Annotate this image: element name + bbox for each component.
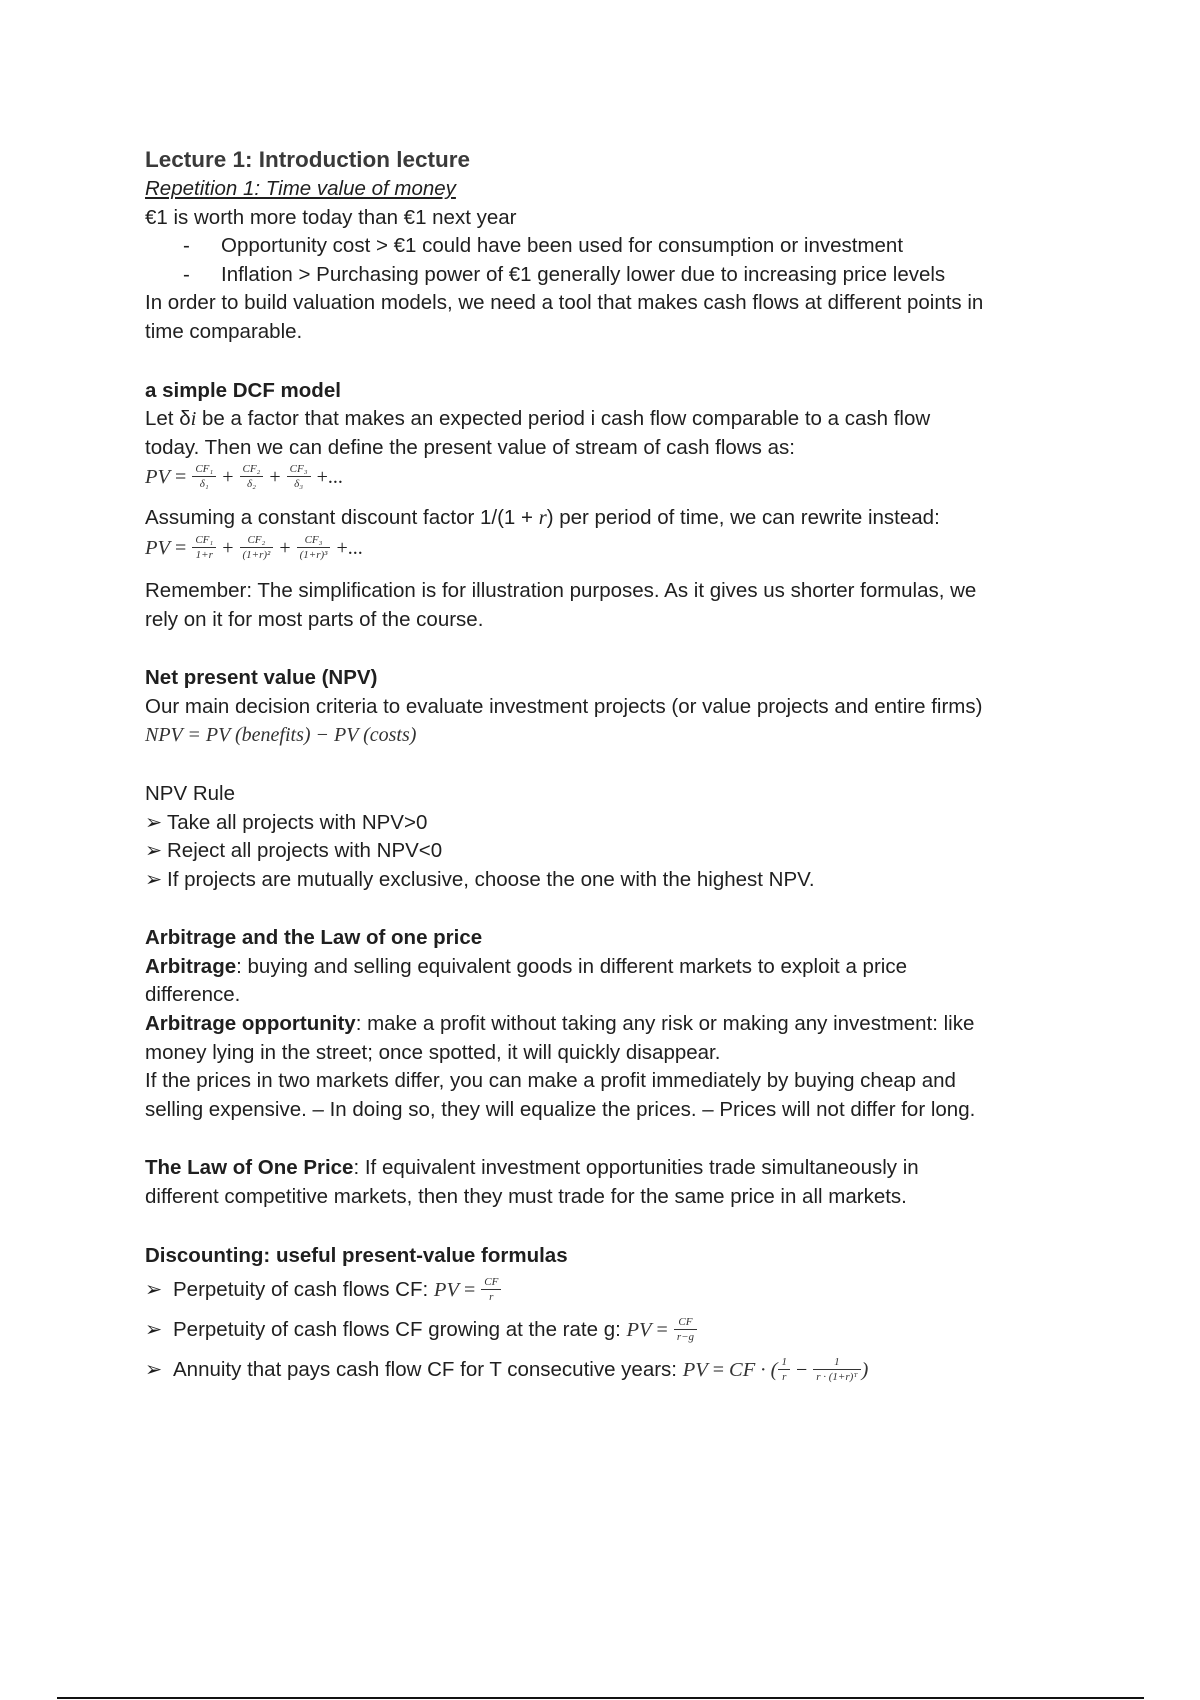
- section-heading: Discounting: useful present-value formulas: [145, 1243, 568, 1267]
- section-heading: Net present value (NPV): [145, 666, 378, 690]
- fraction: $\frac{CF}{r-g}$: [674, 1315, 697, 1345]
- paragraph: Arbitrage: buying and selling equivalent goods in different markets to exploit a price: [145, 954, 907, 978]
- arrow-bullet-icon: ➢: [145, 867, 163, 891]
- arrow-bullet-icon: ➢: [145, 839, 163, 863]
- arrow-bullet-icon: ➢: [145, 810, 163, 834]
- paragraph: Assuming a constant discount factor 1/(1 + r) per period of time, we can rewrite instead:: [145, 506, 940, 530]
- paragraph: today. Then we can define the present value of stream of cash flows as:: [145, 435, 795, 459]
- fraction: $\frac{\text{CF₂}}{\text{δ₂}}$: [240, 462, 264, 492]
- fraction: $\frac{CF}{r}$: [481, 1275, 501, 1305]
- list-item: ➢ Annuity that pays cash flow CF for T consecutive years: PV = CF · ( $\frac{1}{r}$ − $\frac{1}{\text{r · (1+r)ᵀ}}$ ): [145, 1350, 1065, 1390]
- arrow-bullet-icon: ➢: [145, 1358, 163, 1382]
- paragraph: selling expensive. – In doing so, they will equalize the prices. – Prices will not differ for long.: [145, 1097, 976, 1121]
- list-item: ➢ Perpetuity of cash flows CF growing at the rate g: PV = $\frac{CF}{r-g}$: [145, 1310, 1065, 1350]
- section-subtitle: Repetition 1: Time value of money: [145, 177, 456, 200]
- fraction: $\frac{\text{CF₁}}{\text{δ₁}}$: [192, 462, 216, 492]
- equation-pv-delta: PV = $\frac{\text{CF₁}}{\text{δ₁}}$ + $\frac{\text{CF₂}}{\text{δ₂}}$ + $\frac{\text{CF₃}}{\text{δ₃}}$ +...: [145, 463, 343, 491]
- list-item: ➢ Reject all projects with NPV<0: [145, 837, 1065, 866]
- list-item: - Opportunity cost > €1 could have been used for consumption or investment: [145, 232, 1065, 261]
- paragraph: difference.: [145, 983, 241, 1007]
- section-heading: Arbitrage and the Law of one price: [145, 926, 483, 950]
- arrow-bullet-icon: ➢: [145, 1278, 163, 1302]
- fraction: $\frac{\text{CF₃}}{\text{(1+r)³}}$: [297, 533, 331, 563]
- paragraph: money lying in the street; once spotted, it will quickly disappear.: [145, 1040, 721, 1064]
- paragraph: Our main decision criteria to evaluate investment projects (or value projects and entire firms): [145, 694, 983, 718]
- paragraph: The Law of One Price: If equivalent investment opportunities trade simultaneously in: [145, 1156, 919, 1180]
- paragraph: time comparable.: [145, 319, 303, 343]
- equation-pv-discount: PV = $\frac{\text{CF₁}}{1+r}$ + $\frac{\text{CF₂}}{\text{(1+r)²}}$ + $\frac{\text{CF₃}}{\text{(1+r)³}}$ +...: [145, 533, 363, 561]
- npv-formula: NPV = PV (benefits) − PV (costs): [145, 724, 417, 747]
- fraction: $\frac{1}{\text{r · (1+r)ᵀ}}$: [813, 1355, 860, 1385]
- intro-line: €1 is worth more today than €1 next year: [145, 205, 517, 229]
- page-title: Lecture 1: Introduction lecture: [145, 147, 471, 172]
- page-bottom-rule: [57, 1697, 1144, 1699]
- list-item: ➢ Perpetuity of cash flows CF: PV = $\frac{CF}{r}$: [145, 1270, 1065, 1310]
- section-heading: a simple DCF model: [145, 378, 341, 402]
- dash-bullet-icon: -: [183, 234, 190, 258]
- list-item: ➢ Take all projects with NPV>0: [145, 809, 1065, 838]
- arrow-bullet-icon: ➢: [145, 1318, 163, 1342]
- list-item: - Inflation > Purchasing power of €1 generally lower due to increasing price levels: [145, 261, 1065, 290]
- paragraph: If the prices in two markets differ, you can make a profit immediately by buying cheap and: [145, 1069, 956, 1093]
- paragraph: Arbitrage opportunity: make a profit without taking any risk or making any investment: like: [145, 1012, 975, 1036]
- paragraph: rely on it for most parts of the course.: [145, 607, 484, 631]
- dash-bullet-icon: -: [183, 262, 190, 286]
- fraction: $\frac{1}{r}$: [778, 1355, 790, 1385]
- paragraph: different competitive markets, then they must trade for the same price in all markets.: [145, 1185, 907, 1209]
- document-page: [145, 145, 1065, 1390]
- fraction: $\frac{\text{CF₃}}{\text{δ₃}}$: [287, 462, 311, 492]
- list-item: ➢ If projects are mutually exclusive, choose the one with the highest NPV.: [145, 866, 1065, 895]
- paragraph: Let δi be a factor that makes an expected period i cash flow comparable to a cash flow: [145, 407, 931, 431]
- paragraph: In order to build valuation models, we need a tool that makes cash flows at different points in: [145, 291, 984, 315]
- paragraph: Remember: The simplification is for illustration purposes. As it gives us shorter formulas, we: [145, 578, 977, 602]
- rule-heading: NPV Rule: [145, 781, 236, 805]
- fraction: $\frac{\text{CF₁}}{1+r}$: [192, 533, 216, 563]
- fraction: $\frac{\text{CF₂}}{\text{(1+r)²}}$: [240, 533, 274, 563]
